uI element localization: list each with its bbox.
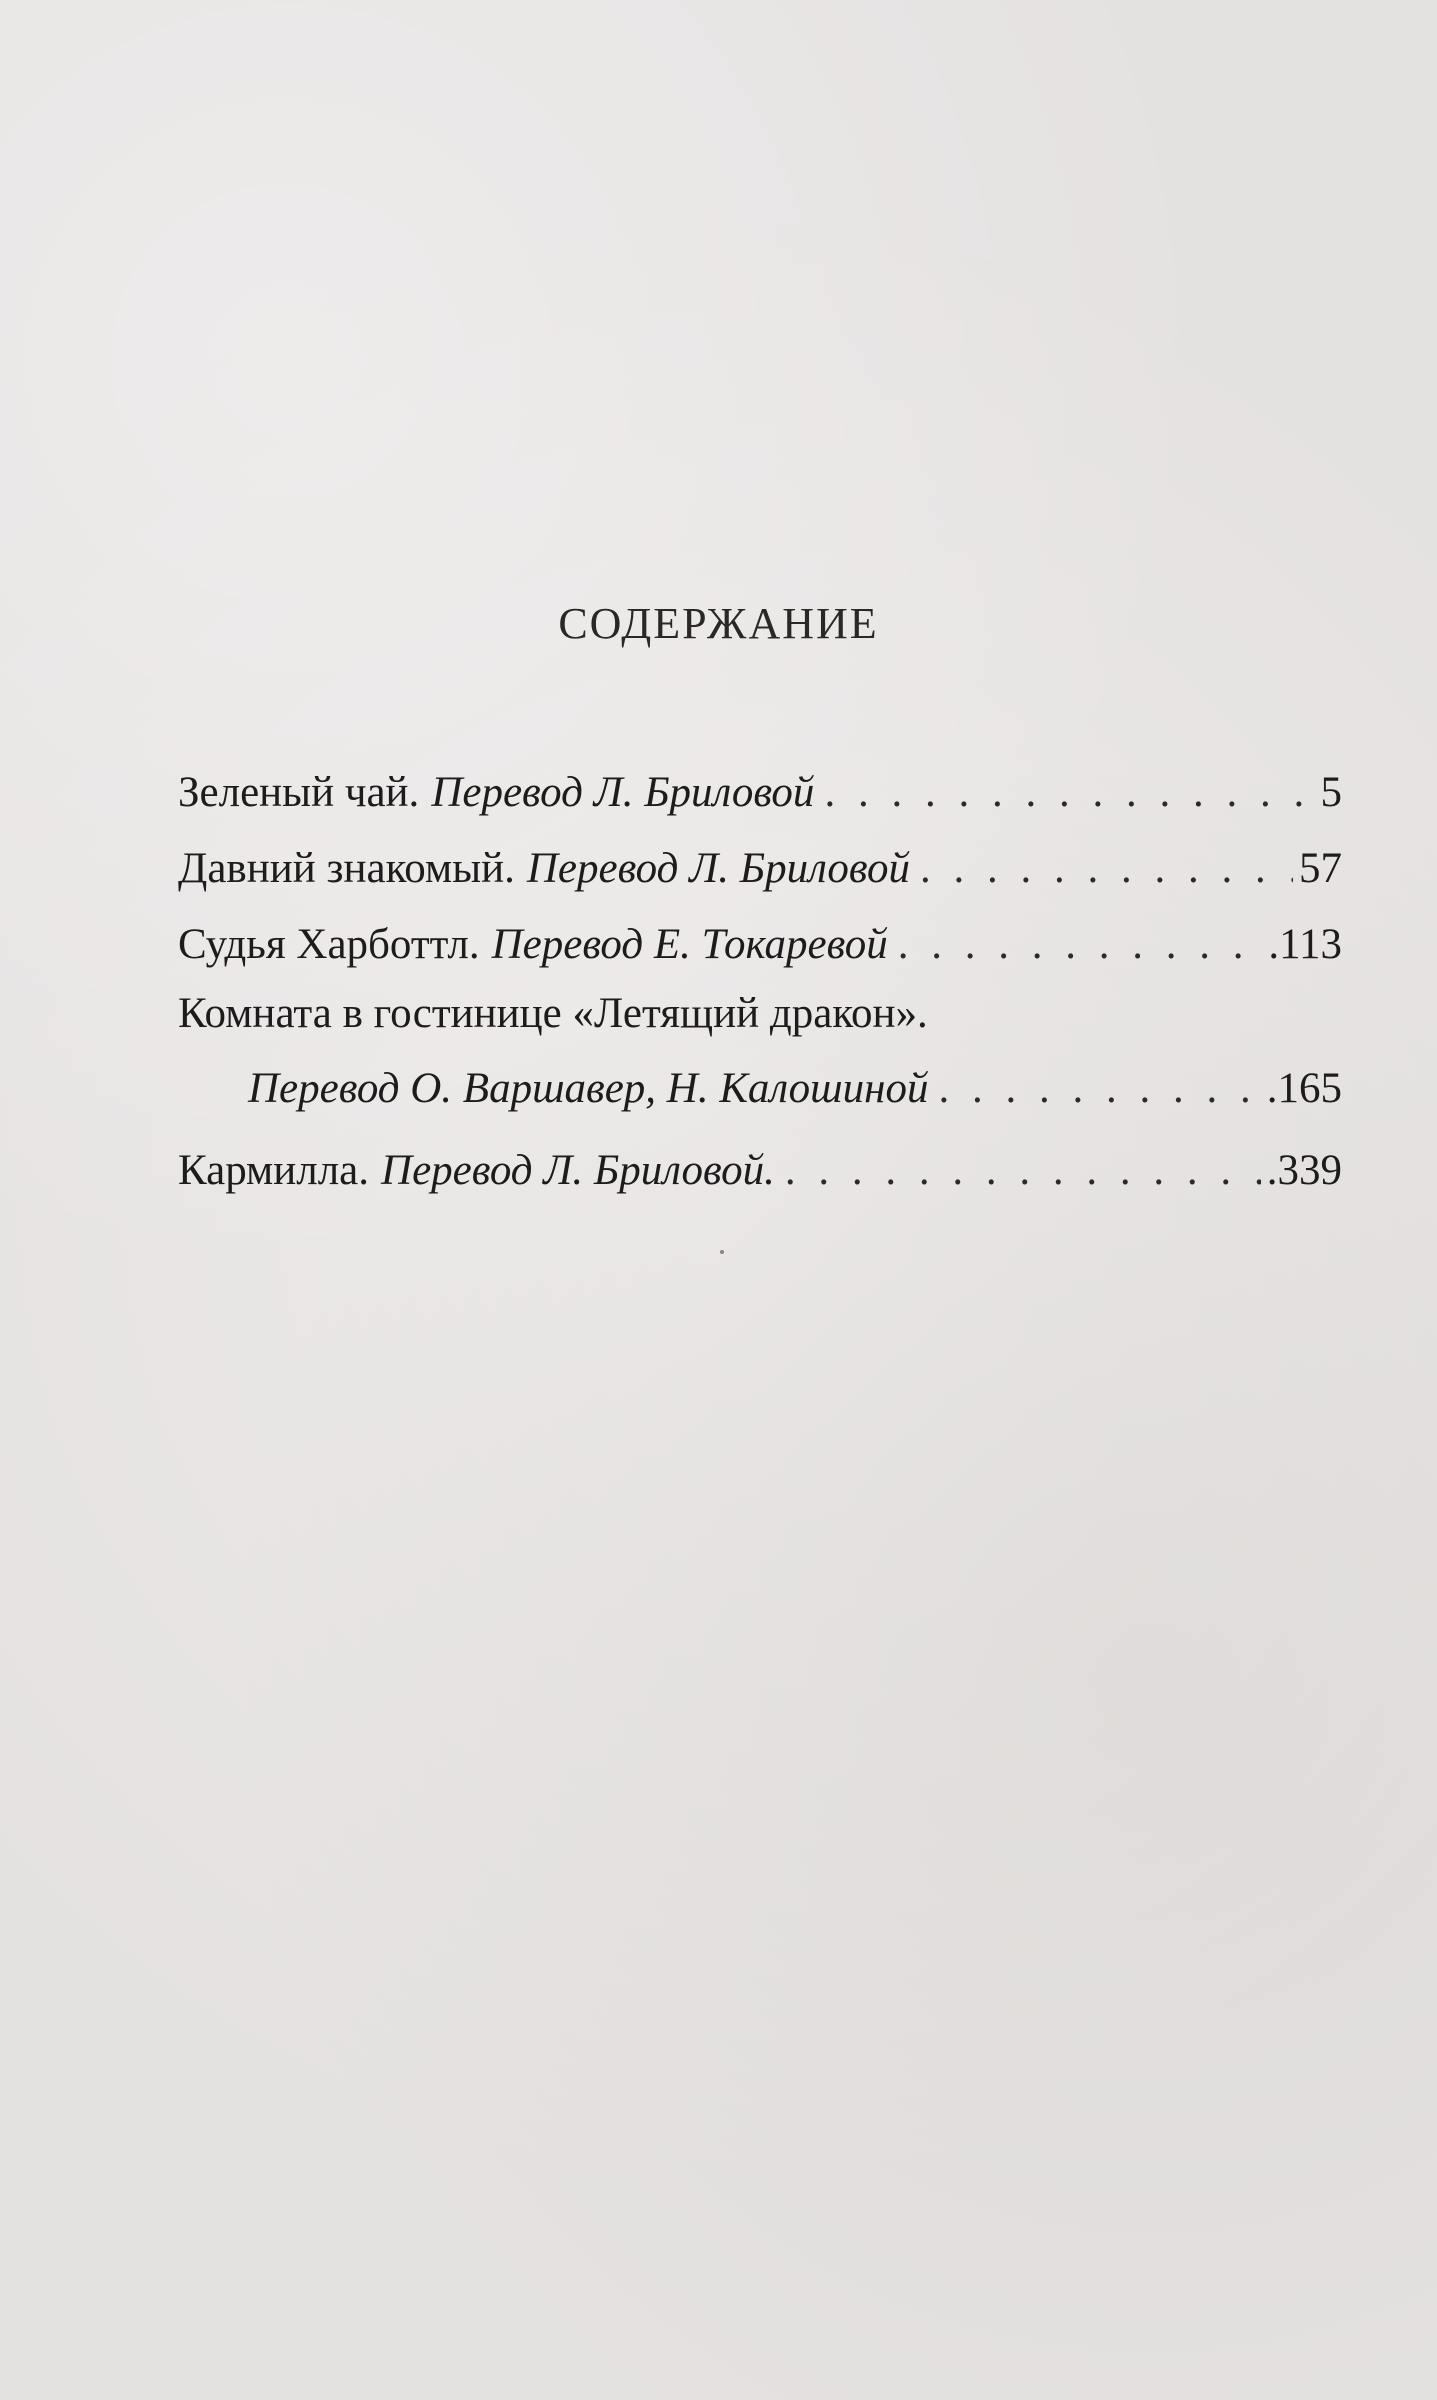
entry-translator: Перевод Л. Бриловой. [381, 1147, 775, 1194]
entry-translator: Перевод Е. Токаревой [491, 921, 888, 968]
toc-entry [178, 907, 1342, 983]
dot-leader [938, 1045, 1260, 1133]
entry-translator: Перевод Л. Бриловой [526, 845, 910, 892]
entry-page-number: .113 [1268, 921, 1342, 968]
toc-entry [178, 755, 1342, 831]
table-of-contents [178, 755, 1342, 1209]
entry-page-number: .165 [1266, 1065, 1342, 1112]
entry-title: Комната в гостинице «Летящий дракон». [178, 990, 928, 1037]
toc-entry-continuation [178, 1045, 1342, 1133]
entry-title: Давний знакомый. [178, 845, 515, 892]
entry-title: Кармилла. [178, 1147, 370, 1194]
entry-title: Зеленый чай. [178, 769, 420, 816]
entry-page-number: 5 [1320, 769, 1342, 816]
toc-entry [178, 831, 1342, 907]
dot-leader [824, 755, 1314, 831]
dot-leader [920, 831, 1293, 907]
toc-entry [178, 1133, 1342, 1209]
entry-title: Судья Харботтл. [178, 921, 480, 968]
entry-page-number: .339 [1266, 1147, 1342, 1194]
dot-leader [898, 907, 1263, 983]
dot-leader [785, 1133, 1261, 1209]
entry-page-number: 57 [1299, 845, 1342, 892]
contents-heading: СОДЕРЖАНИЕ [558, 599, 879, 648]
paper-speck [720, 1250, 724, 1254]
entry-translator: Перевод О. Варшавер, Н. Калошиной [248, 1065, 929, 1112]
toc-entry-title-line [178, 983, 1342, 1045]
entry-translator: Перевод Л. Бриловой [431, 769, 815, 816]
